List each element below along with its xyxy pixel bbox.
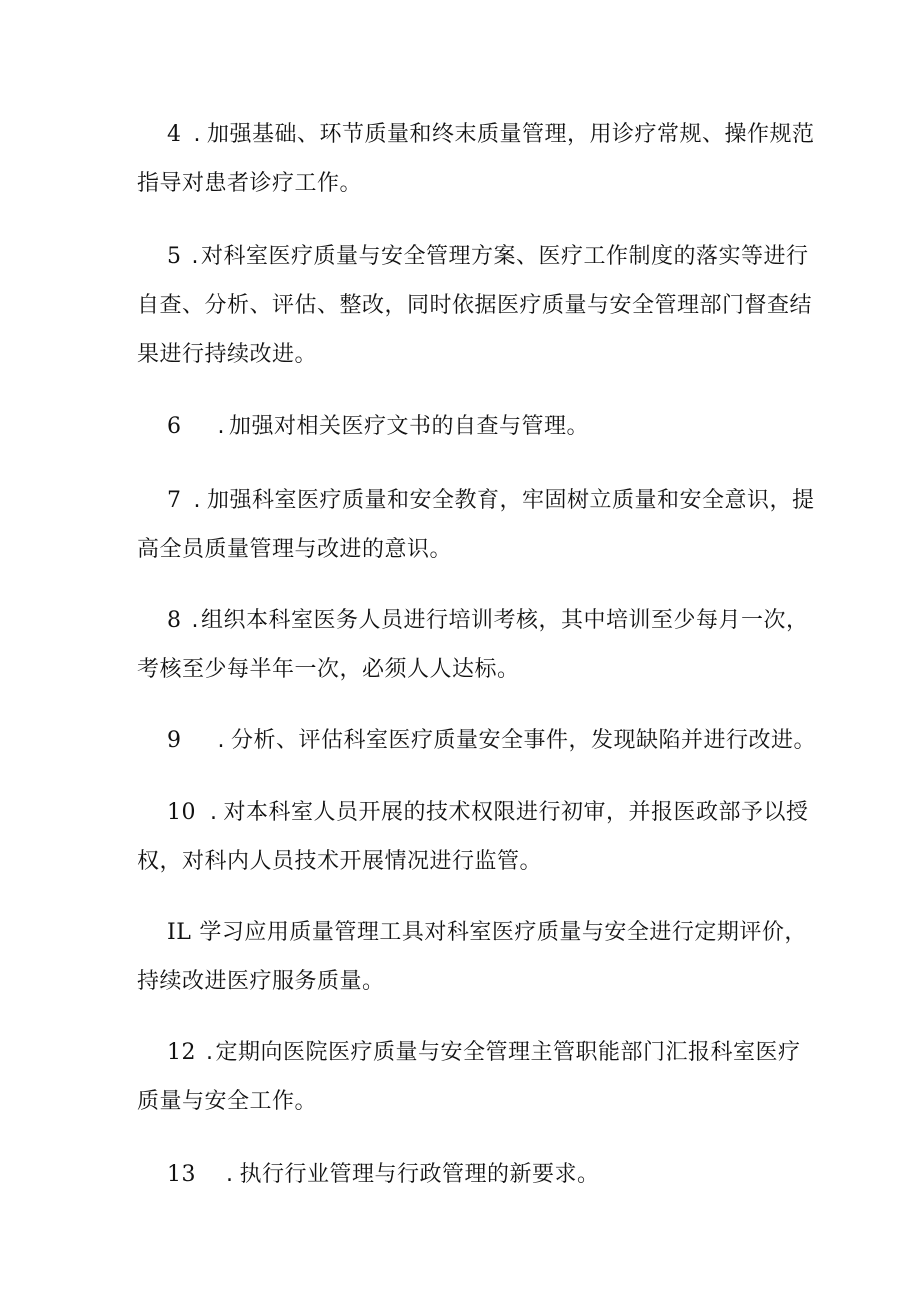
item-line: 持续改进医疗服务质量。 xyxy=(137,969,385,994)
item-text: 加强基础、环节质量和终末质量管理，用诊疗常规、操作规范 xyxy=(207,122,815,147)
item-line xyxy=(137,1028,801,1077)
item-number: 12 xyxy=(167,1040,196,1065)
item-separator: . xyxy=(191,608,199,633)
list-item xyxy=(137,788,809,886)
list-item xyxy=(137,476,815,574)
list-item xyxy=(137,596,809,694)
item-line: 指导对患者诊疗工作。 xyxy=(137,171,363,196)
item-line xyxy=(137,596,809,645)
item-line: 考核至少每半年一次，必须人人达标。 xyxy=(137,657,520,682)
list-item xyxy=(137,1150,797,1199)
list-item xyxy=(137,110,815,208)
list-item xyxy=(137,1028,801,1126)
item-text: 组织本科室医务人员进行培训考核，其中培训至少每月一次， xyxy=(201,608,809,633)
item-number: 4 xyxy=(167,122,182,147)
item-line xyxy=(137,476,815,525)
item-line: 高全员质量管理与改进的意识。 xyxy=(137,537,453,562)
item-number: 13 xyxy=(167,1162,196,1187)
item-line: 权，对科内人员技术开展情况进行监管。 xyxy=(137,849,543,874)
item-separator: . xyxy=(193,122,201,147)
item-text: 学习应用质量管理工具对科室医疗质量与安全进行定期评价， xyxy=(199,920,807,945)
list-item xyxy=(137,716,817,765)
item-line xyxy=(137,788,809,837)
item-line xyxy=(137,716,817,765)
list-item xyxy=(137,232,813,379)
item-text: 对本科室人员开展的技术权限进行初审，并报医政部予以授 xyxy=(223,800,809,825)
item-text: 定期向医院医疗质量与安全管理主管职能部门汇报科室医疗 xyxy=(215,1040,801,1065)
item-number: 8 xyxy=(167,608,182,633)
item-separator: . xyxy=(217,728,225,753)
item-number: 9 xyxy=(167,728,182,753)
list-item xyxy=(137,402,797,451)
item-separator: . xyxy=(226,1162,234,1187)
item-separator: . xyxy=(210,800,218,825)
item-text: 分析、评估科室医疗质量安全事件，发现缺陷并进行改进。 xyxy=(231,728,817,753)
item-line xyxy=(137,110,815,159)
item-line xyxy=(137,232,809,281)
item-number: 6 xyxy=(167,414,182,439)
item-text: 加强对相关医疗文书的自查与管理。 xyxy=(229,414,590,439)
item-separator: . xyxy=(193,488,201,513)
item-line: 自查、分析、评估、整改，同时依据医疗质量与安全管理部门督查结 xyxy=(137,293,813,318)
list-item xyxy=(137,908,807,1006)
item-line: 果进行持续改进。 xyxy=(137,342,318,367)
item-text: 对科室医疗质量与安全管理方案、医疗工作制度的落实等进行 xyxy=(201,244,809,269)
item-number: 7 xyxy=(167,488,182,513)
item-text: 加强科室医疗质量和安全教育，牢固树立质量和安全意识，提 xyxy=(207,488,815,513)
item-line xyxy=(137,1150,797,1199)
item-text: 执行行业管理与行政管理的新要求。 xyxy=(239,1162,600,1187)
item-number: 5 xyxy=(167,244,182,269)
item-separator: . xyxy=(217,414,225,439)
item-number: IL xyxy=(167,920,192,945)
item-line xyxy=(137,402,797,451)
item-line xyxy=(137,908,807,957)
item-line: 质量与安全工作。 xyxy=(137,1089,318,1114)
item-separator: . xyxy=(191,244,199,269)
item-number: 10 xyxy=(167,800,196,825)
item-separator: . xyxy=(206,1040,214,1065)
